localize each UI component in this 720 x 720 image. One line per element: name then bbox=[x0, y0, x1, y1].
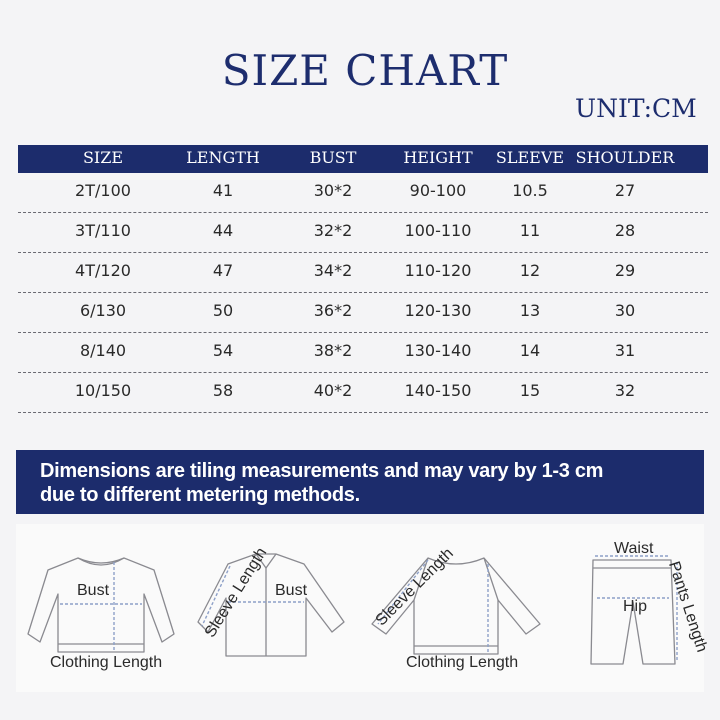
table-row bbox=[18, 213, 708, 253]
table-row bbox=[18, 293, 708, 333]
clothing-length-label: Clothing Length bbox=[50, 654, 163, 671]
table-row bbox=[18, 253, 708, 293]
cell-height: 110-120 bbox=[404, 261, 472, 280]
table-row bbox=[18, 173, 708, 213]
cell-sleeve: 12 bbox=[519, 261, 541, 280]
unit-label: UNIT:CM bbox=[575, 94, 697, 123]
pants-length-label: Pants Length bbox=[664, 559, 711, 655]
col-sleeve: SLEEVE bbox=[495, 148, 565, 167]
shirt-diagram bbox=[176, 524, 361, 692]
cell-length: 47 bbox=[212, 261, 234, 280]
cell-height: 100-110 bbox=[404, 221, 472, 240]
cell-bust: 34*2 bbox=[313, 261, 353, 280]
bust-label: Bust bbox=[77, 582, 110, 599]
cell-sleeve: 15 bbox=[519, 381, 541, 400]
waist-label: Waist bbox=[614, 540, 654, 557]
cell-length: 50 bbox=[212, 301, 234, 320]
cell-shoulder: 28 bbox=[614, 221, 636, 240]
col-height: HEIGHT bbox=[403, 148, 473, 167]
cell-height: 130-140 bbox=[404, 341, 472, 360]
row-divider bbox=[18, 412, 708, 413]
cell-size: 4T/120 bbox=[75, 261, 131, 280]
cell-bust: 30*2 bbox=[313, 181, 353, 200]
cell-bust: 36*2 bbox=[313, 301, 353, 320]
col-bust: BUST bbox=[309, 148, 357, 167]
measurement-note bbox=[16, 450, 704, 514]
cell-shoulder: 30 bbox=[614, 301, 636, 320]
cell-length: 41 bbox=[212, 181, 234, 200]
cell-sleeve: 14 bbox=[519, 341, 541, 360]
cell-length: 58 bbox=[212, 381, 234, 400]
cell-length: 54 bbox=[212, 341, 234, 360]
note-line-1: Dimensions are tiling measurements and may vary by 1-3 cm bbox=[40, 460, 604, 482]
sleeve-length-label: Sleeve Length bbox=[201, 544, 271, 641]
cell-size: 8/140 bbox=[79, 341, 127, 360]
cell-bust: 38*2 bbox=[313, 341, 353, 360]
sleeve-length-label: Sleeve Length bbox=[372, 545, 457, 630]
cell-height: 140-150 bbox=[404, 381, 472, 400]
measurement-diagrams bbox=[16, 524, 711, 692]
note-line-2: due to different metering methods. bbox=[40, 484, 360, 506]
pants-diagram bbox=[571, 524, 711, 692]
table-row bbox=[18, 333, 708, 373]
cell-height: 120-130 bbox=[404, 301, 472, 320]
col-shoulder: SHOULDER bbox=[575, 148, 675, 167]
cell-size: 3T/110 bbox=[75, 221, 131, 240]
table-header bbox=[18, 145, 708, 173]
cell-shoulder: 27 bbox=[614, 181, 636, 200]
cell-sleeve: 13 bbox=[519, 301, 541, 320]
cell-height: 90-100 bbox=[409, 181, 467, 200]
cell-bust: 32*2 bbox=[313, 221, 353, 240]
cell-shoulder: 29 bbox=[614, 261, 636, 280]
clothing-length-label: Clothing Length bbox=[406, 654, 519, 671]
shirt-outline-icon bbox=[176, 524, 361, 692]
cell-size: 2T/100 bbox=[75, 181, 131, 200]
cell-sleeve: 11 bbox=[519, 221, 541, 240]
cell-length: 44 bbox=[212, 221, 234, 240]
cell-sleeve: 10.5 bbox=[512, 181, 548, 200]
cell-bust: 40*2 bbox=[313, 381, 353, 400]
col-size: SIZE bbox=[82, 148, 124, 167]
cell-size: 10/150 bbox=[74, 381, 132, 400]
raglan-diagram bbox=[356, 524, 566, 692]
cell-shoulder: 31 bbox=[614, 341, 636, 360]
cell-shoulder: 32 bbox=[614, 381, 636, 400]
cell-size: 6/130 bbox=[79, 301, 127, 320]
col-length: LENGTH bbox=[186, 148, 260, 167]
sweater-diagram bbox=[16, 524, 186, 692]
page-title: SIZE CHART bbox=[221, 46, 509, 95]
table-row bbox=[18, 373, 708, 413]
hip-label: Hip bbox=[623, 598, 648, 615]
bust-label: Bust bbox=[275, 582, 308, 599]
